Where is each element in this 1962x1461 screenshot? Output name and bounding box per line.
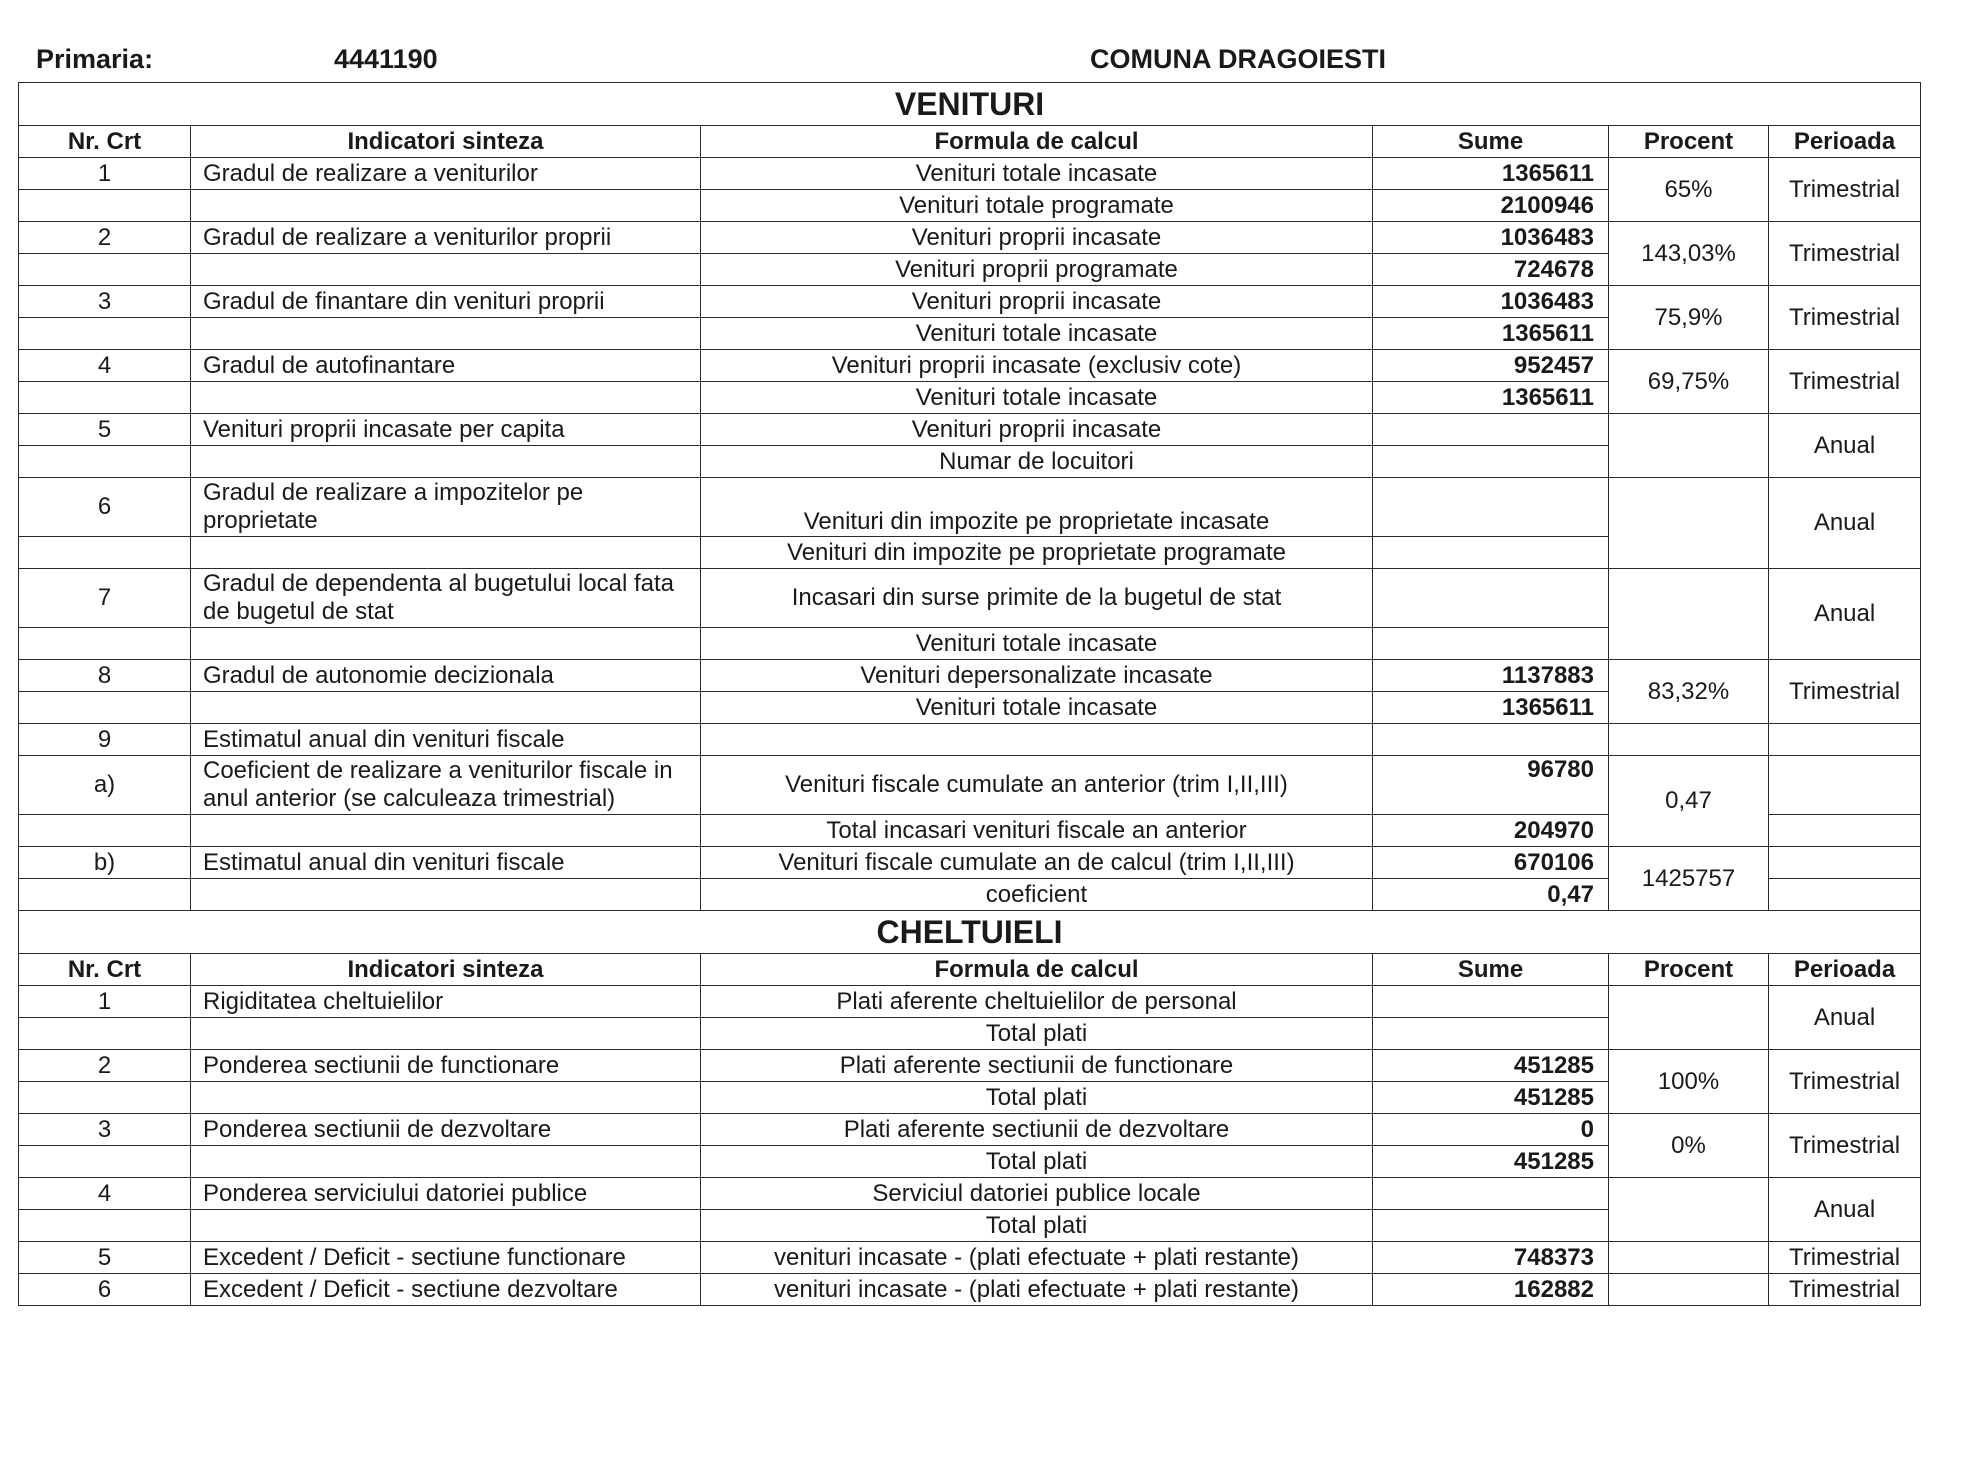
row-number: 2 — [19, 222, 191, 254]
indicator-name: Rigiditatea cheltuielilor — [191, 986, 701, 1018]
formula-text: Plati aferente sectiunii de functionare — [701, 1050, 1373, 1082]
percent-value — [1609, 569, 1769, 660]
column-header: Perioada — [1769, 954, 1921, 986]
sum-value: 1365611 — [1373, 318, 1609, 350]
table-row — [19, 222, 1921, 254]
period-value — [1769, 724, 1921, 756]
sum-value: 1365611 — [1373, 158, 1609, 190]
row-number: 1 — [19, 986, 191, 1018]
column-header: Indicatori sinteza — [191, 954, 701, 986]
indicator-name — [191, 1018, 701, 1050]
row-number: 4 — [19, 1178, 191, 1210]
indicator-name: Gradul de dependenta al bugetului local fata de bugetul de stat — [191, 569, 701, 628]
row-number: 5 — [19, 414, 191, 446]
row-number — [19, 692, 191, 724]
row-number — [19, 1082, 191, 1114]
indicator-name — [191, 382, 701, 414]
commune-name: COMUNA DRAGOIESTI — [1090, 44, 1386, 74]
period-value: Trimestrial — [1769, 286, 1921, 350]
row-number: 8 — [19, 660, 191, 692]
row-number: a) — [19, 756, 191, 815]
period-value: Anual — [1769, 986, 1921, 1050]
period-value: Anual — [1769, 569, 1921, 660]
table-row — [19, 158, 1921, 190]
row-number — [19, 254, 191, 286]
row-number: 7 — [19, 569, 191, 628]
period-value: Trimestrial — [1769, 1274, 1921, 1306]
table-row — [19, 414, 1921, 446]
table-row — [19, 756, 1921, 815]
column-header: Sume — [1373, 126, 1609, 158]
formula-text: Total plati — [701, 1018, 1373, 1050]
formula-text: Total plati — [701, 1210, 1373, 1242]
indicator-name — [191, 537, 701, 569]
sum-value: 724678 — [1373, 254, 1609, 286]
row-number — [19, 1210, 191, 1242]
formula-text: Venituri depersonalizate incasate — [701, 660, 1373, 692]
sum-value: 1036483 — [1373, 286, 1609, 318]
row-number: 3 — [19, 1114, 191, 1146]
indicator-name: Gradul de realizare a veniturilor proprii — [191, 222, 701, 254]
indicator-name — [191, 879, 701, 911]
formula-text: Serviciul datoriei publice locale — [701, 1178, 1373, 1210]
indicators-table — [18, 82, 1921, 1306]
formula-text: Venituri din impozite pe proprietate programate — [701, 537, 1373, 569]
period-value: Anual — [1769, 1178, 1921, 1242]
indicator-name — [191, 318, 701, 350]
formula-text: Venituri totale incasate — [701, 158, 1373, 190]
sum-value: 0,47 — [1373, 879, 1609, 911]
indicator-name: Venituri proprii incasate per capita — [191, 414, 701, 446]
sum-value — [1373, 569, 1609, 628]
row-number: 6 — [19, 478, 191, 537]
formula-text: Plati aferente sectiunii de dezvoltare — [701, 1114, 1373, 1146]
row-number — [19, 190, 191, 222]
formula-text: Venituri totale incasate — [701, 692, 1373, 724]
table-row — [19, 1178, 1921, 1210]
formula-text: Venituri totale incasate — [701, 318, 1373, 350]
percent-value: 75,9% — [1609, 286, 1769, 350]
table-row — [19, 847, 1921, 879]
sum-value — [1373, 1018, 1609, 1050]
row-number: 4 — [19, 350, 191, 382]
formula-text: Numar de locuitori — [701, 446, 1373, 478]
period-value: Trimestrial — [1769, 350, 1921, 414]
indicator-name: Excedent / Deficit - sectiune functionare — [191, 1242, 701, 1274]
row-number — [19, 382, 191, 414]
indicator-name: Gradul de autofinantare — [191, 350, 701, 382]
indicator-name: Ponderea sectiunii de dezvoltare — [191, 1114, 701, 1146]
column-header: Indicatori sinteza — [191, 126, 701, 158]
period-value — [1769, 847, 1921, 879]
indicator-name: Gradul de realizare a impozitelor pe proprietate — [191, 478, 701, 537]
formula-text: Venituri fiscale cumulate an de calcul (trim I,II,III) — [701, 847, 1373, 879]
sum-value: 0 — [1373, 1114, 1609, 1146]
formula-text: Venituri proprii incasate — [701, 286, 1373, 318]
percent-value — [1609, 1178, 1769, 1242]
indicator-name: Gradul de autonomie decizionala — [191, 660, 701, 692]
period-value: Trimestrial — [1769, 158, 1921, 222]
row-number — [19, 628, 191, 660]
sum-value — [1373, 1210, 1609, 1242]
cheltuieli-title: CHELTUIELI — [19, 911, 1921, 954]
venituri-title: VENITURI — [19, 83, 1921, 126]
period-value: Trimestrial — [1769, 1242, 1921, 1274]
percent-value — [1609, 478, 1769, 569]
period-value — [1769, 879, 1921, 911]
venituri-header-row — [19, 126, 1921, 158]
row-number: 1 — [19, 158, 191, 190]
row-number — [19, 815, 191, 847]
row-number: 9 — [19, 724, 191, 756]
period-value: Anual — [1769, 478, 1921, 569]
table-row — [19, 1242, 1921, 1274]
sum-value — [1373, 628, 1609, 660]
sum-value: 1365611 — [1373, 382, 1609, 414]
percent-value: 143,03% — [1609, 222, 1769, 286]
indicator-name: Gradul de finantare din venituri proprii — [191, 286, 701, 318]
sum-value — [1373, 478, 1609, 537]
formula-text: Plati aferente cheltuielilor de personal — [701, 986, 1373, 1018]
primaria-label: Primaria: — [36, 44, 154, 74]
column-header: Nr. Crt — [19, 954, 191, 986]
percent-value: 69,75% — [1609, 350, 1769, 414]
period-value: Trimestrial — [1769, 660, 1921, 724]
percent-value: 83,32% — [1609, 660, 1769, 724]
formula-text: Venituri totale programate — [701, 190, 1373, 222]
formula-text: Venituri totale incasate — [701, 628, 1373, 660]
indicator-name: Coeficient de realizare a veniturilor fiscale in anul anterior (se calculeaza trimestrial) — [191, 756, 701, 815]
indicator-name — [191, 628, 701, 660]
formula-text: Venituri proprii incasate — [701, 222, 1373, 254]
indicator-name: Estimatul anual din venituri fiscale — [191, 724, 701, 756]
period-value — [1769, 756, 1921, 815]
table-row — [19, 1114, 1921, 1146]
formula-text: coeficient — [701, 879, 1373, 911]
table-row — [19, 569, 1921, 628]
formula-text: Total incasari venituri fiscale an anterior — [701, 815, 1373, 847]
table-row — [19, 1050, 1921, 1082]
row-number: b) — [19, 847, 191, 879]
table-row — [19, 724, 1921, 756]
sum-value: 952457 — [1373, 350, 1609, 382]
sum-value: 2100946 — [1373, 190, 1609, 222]
table-row — [19, 660, 1921, 692]
sum-value: 1137883 — [1373, 660, 1609, 692]
row-number — [19, 879, 191, 911]
row-number: 2 — [19, 1050, 191, 1082]
sum-value: 451285 — [1373, 1050, 1609, 1082]
sum-value: 204970 — [1373, 815, 1609, 847]
indicator-name: Gradul de realizare a veniturilor — [191, 158, 701, 190]
column-header: Formula de calcul — [701, 954, 1373, 986]
indicator-name: Ponderea sectiunii de functionare — [191, 1050, 701, 1082]
sum-value: 451285 — [1373, 1082, 1609, 1114]
percent-value — [1609, 1242, 1769, 1274]
formula-text: Venituri proprii incasate — [701, 414, 1373, 446]
row-number: 3 — [19, 286, 191, 318]
sum-value — [1373, 1178, 1609, 1210]
sum-value: 748373 — [1373, 1242, 1609, 1274]
period-value: Trimestrial — [1769, 1050, 1921, 1114]
indicator-name: Excedent / Deficit - sectiune dezvoltare — [191, 1274, 701, 1306]
indicator-name — [191, 1082, 701, 1114]
row-number — [19, 1146, 191, 1178]
row-number — [19, 318, 191, 350]
column-header: Procent — [1609, 126, 1769, 158]
table-row — [19, 478, 1921, 537]
table-row — [19, 350, 1921, 382]
percent-value: 65% — [1609, 158, 1769, 222]
indicator-name: Ponderea serviciului datoriei publice — [191, 1178, 701, 1210]
sum-value: 451285 — [1373, 1146, 1609, 1178]
row-number — [19, 1018, 191, 1050]
percent-value: 0,47 — [1609, 756, 1769, 847]
period-value — [1769, 815, 1921, 847]
formula-text: venituri incasate - (plati efectuate + plati restante) — [701, 1274, 1373, 1306]
sum-value — [1373, 537, 1609, 569]
venituri-title-row — [19, 83, 1921, 126]
column-header: Perioada — [1769, 126, 1921, 158]
column-header: Formula de calcul — [701, 126, 1373, 158]
formula-text: Venituri totale incasate — [701, 382, 1373, 414]
percent-value: 100% — [1609, 1050, 1769, 1114]
percent-value — [1609, 1274, 1769, 1306]
sum-value — [1373, 414, 1609, 446]
sum-value — [1373, 986, 1609, 1018]
row-number: 5 — [19, 1242, 191, 1274]
percent-value — [1609, 986, 1769, 1050]
indicator-name: Estimatul anual din venituri fiscale — [191, 847, 701, 879]
table-row — [19, 986, 1921, 1018]
formula-text: Venituri fiscale cumulate an anterior (trim I,II,III) — [701, 756, 1373, 815]
column-header: Sume — [1373, 954, 1609, 986]
indicator-name — [191, 1146, 701, 1178]
percent-value — [1609, 724, 1769, 756]
formula-text: Total plati — [701, 1146, 1373, 1178]
sum-value: 162882 — [1373, 1274, 1609, 1306]
column-header: Procent — [1609, 954, 1769, 986]
sum-value: 1365611 — [1373, 692, 1609, 724]
indicator-name — [191, 446, 701, 478]
sum-value: 670106 — [1373, 847, 1609, 879]
period-value: Trimestrial — [1769, 222, 1921, 286]
formula-text: Venituri proprii programate — [701, 254, 1373, 286]
percent-value: 1425757 — [1609, 847, 1769, 911]
formula-text: Total plati — [701, 1082, 1373, 1114]
formula-text: Incasari din surse primite de la bugetul de stat — [701, 569, 1373, 628]
formula-text: Venituri din impozite pe proprietate incasate — [701, 478, 1373, 537]
formula-text: venituri incasate - (plati efectuate + plati restante) — [701, 1242, 1373, 1274]
table-row — [19, 286, 1921, 318]
formula-text — [701, 724, 1373, 756]
table-row — [19, 1274, 1921, 1306]
sum-value: 96780 — [1373, 756, 1609, 815]
primaria-code: 4441190 — [334, 44, 438, 74]
period-value: Anual — [1769, 414, 1921, 478]
sum-value: 1036483 — [1373, 222, 1609, 254]
sum-value — [1373, 724, 1609, 756]
percent-value: 0% — [1609, 1114, 1769, 1178]
percent-value — [1609, 414, 1769, 478]
column-header: Nr. Crt — [19, 126, 191, 158]
sum-value — [1373, 446, 1609, 478]
cheltuieli-header-row — [19, 954, 1921, 986]
indicator-name — [191, 1210, 701, 1242]
row-number: 6 — [19, 1274, 191, 1306]
row-number — [19, 446, 191, 478]
indicator-name — [191, 190, 701, 222]
formula-text: Venituri proprii incasate (exclusiv cote) — [701, 350, 1373, 382]
cheltuieli-title-row — [19, 911, 1921, 954]
indicator-name — [191, 254, 701, 286]
indicator-name — [191, 692, 701, 724]
row-number — [19, 537, 191, 569]
period-value: Trimestrial — [1769, 1114, 1921, 1178]
indicator-name — [191, 815, 701, 847]
